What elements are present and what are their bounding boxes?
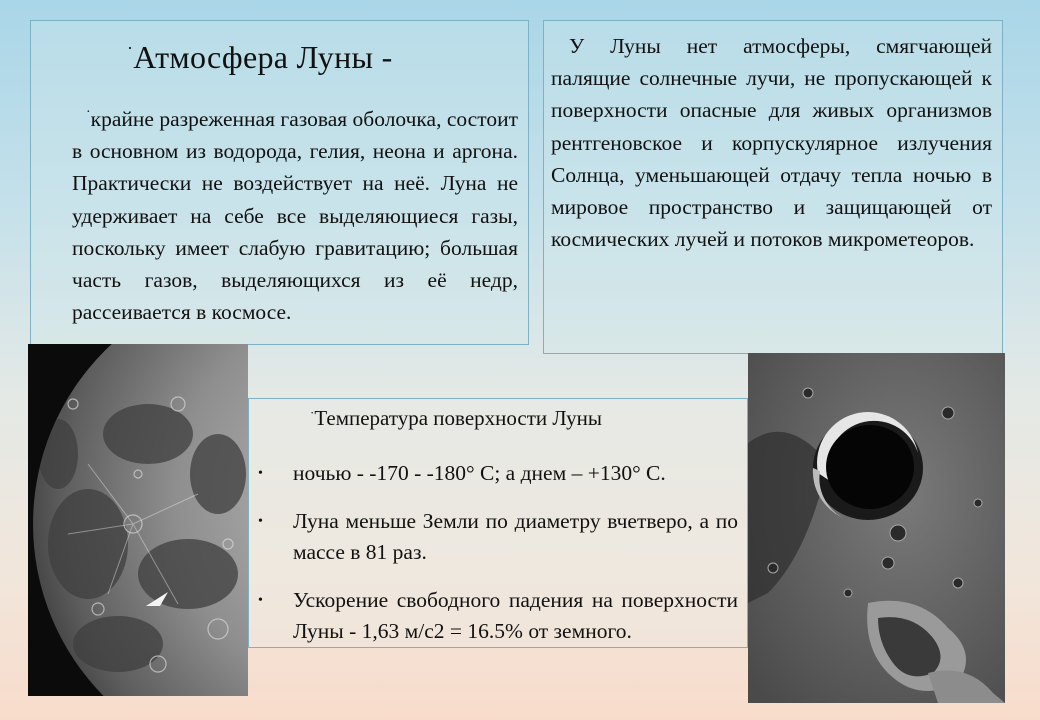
no-atmosphere-description: У Луны нет атмосферы, смягчающей палящие солнечные лучи, не пропускающей к поверхности опасные для живых организмов рентгеновское и корпускулярное излучения Солнца, уменьшающей отдачу тепла ночью в мировое пространство и защищающей от космических лучей и потоков микрометеоров. [551, 34, 992, 252]
atmosphere-description: ·крайне разреженная газовая оболочка, состоит в основном из водорода, гелия, неона и аргона. Практически не воздействует на неё. Луна не удерживает на себе все выделяющиеся газы, поскольку имеет слабую гравитацию; большая часть газов, выделяющихся из её недр, рассеивается в космосе. [72, 105, 518, 325]
bullet-icon: • [258, 593, 263, 608]
list-item: • Ускорение свободного падения на поверхности Луны - 1,63 м/с2 = 16.5% от земного. [258, 585, 738, 647]
bullet-icon: • [258, 466, 263, 481]
list-item: • ночью - -170 - -180° С; а днем – +130° С. [258, 458, 738, 489]
paragraph-bullet-icon: · [86, 105, 91, 120]
temperature-title: ·Температура поверхности Луны [310, 405, 602, 430]
crater-photo [748, 353, 1005, 703]
list-item: • Луна меньше Земли по диаметру вчетверо, а по массе в 81 раз. [258, 506, 738, 568]
bullet-icon: • [258, 514, 263, 529]
title-bullet-icon: · [127, 38, 134, 58]
moon-photo [28, 344, 248, 696]
atmosphere-title: ·Атмосфера Луны - [127, 38, 393, 75]
title-bullet-icon: · [310, 405, 315, 420]
facts-list [258, 458, 738, 664]
